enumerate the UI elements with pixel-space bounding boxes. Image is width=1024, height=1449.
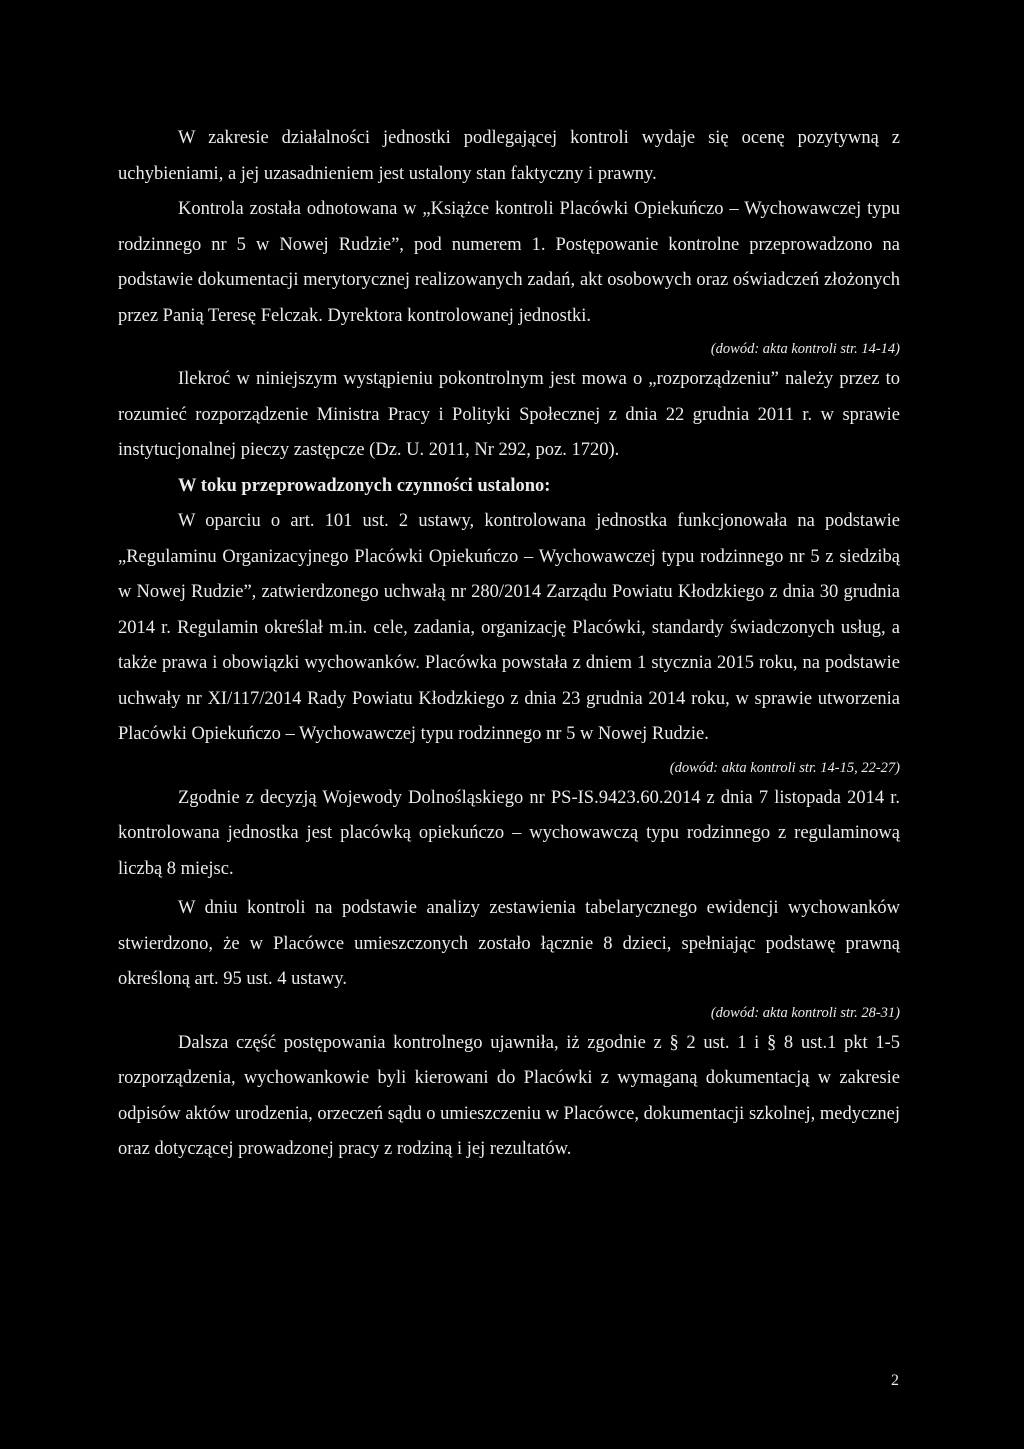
paragraph-control-record: Kontrola została odnotowana w „Książce kontroli Placówki Opiekuńczo – Wychowawczej typu rodzinnego nr 5 w Nowej Rudzie”, pod numerem 1. Postępowanie kontrolne przeprowadzono na podstawie dokumentacji merytorycznej realizowanych zadań, akt osobowych oraz oświadczeń złożonych przez Panią Teresę Felczak. Dyrektora kontrolowanej jednostki. (118, 199, 900, 326)
paragraph-voivode-decision: Zgodnie z decyzją Wojewody Dolnośląskiego nr PS-IS.9423.60.2014 z dnia 7 listopada 2014 r. kontrolowana jednostka jest placówką opiekuńczo – wychowawczą typu rodzinnego z regulaminową liczbą 8 miejsc. (118, 787, 900, 879)
document-page (118, 121, 900, 1168)
paragraph-documentation-findings: Dalsza część postępowania kontrolnego ujawniła, iż zgodnie z § 2 ust. 1 i § 8 ust.1 pkt 1-5 rozporządzenia, wychowankowie byli kierowani do Placówki z wymaganą dokumentacją w zakresie odpisów aktów urodzenia, orzeczeń sądu o umieszczeniu w Placówce, dokumentacji szkolnej, medycznej oraz dotyczącej prowadzonej pracy z rodziną i jej rezultatów. (118, 1032, 900, 1159)
evidence-note-2: (dowód: akta kontroli str. 14-15, 22-27) (669, 759, 900, 776)
paragraph-residents-count: W dniu kontroli na podstawie analizy zestawienia tabelarycznego ewidencji wychowanków stwierdzono, że w Placówce umieszczonych zostało łącznie 8 dzieci, spełniając podstawę prawną określoną art. 95 ust. 4 ustawy. (118, 898, 900, 989)
paragraph-assessment: W zakresie działalności jednostki podlegającej kontroli wydaje się ocenę pozytywną z uchybieniami, a jej uzasadnieniem jest ustalony stan faktyczny i prawny. (118, 128, 900, 184)
page-number: 2 (891, 1372, 899, 1389)
section-heading-findings: W toku przeprowadzonych czynności ustalono: (178, 475, 551, 496)
paragraph-organizational-rules: W oparciu o art. 101 ust. 2 ustawy, kontrolowana jednostka funkcjonowała na podstawie „Regulaminu Organizacyjnego Placówki Opiekuńczo – Wychowawczej typu rodzinnego nr 5 z siedzibą w Nowej Rudzie”, zatwierdzonego uchwałą nr 280/2014 Zarządu Powiatu Kłodzkiego z dnia 30 grudnia 2014 r. Regulamin określał m.in. cele, zadania, organizację Placówki, standardy świadczonych usług, a także prawa i obowiązki wychowanków. Placówka powstała z dniem 1 stycznia 2015 roku, na podstawie uchwały nr XI/117/2014 Rady Powiatu Kłodzkiego z dnia 23 grudnia 2014 roku, w sprawie utworzenia Placówki Opiekuńczo – Wychowawczej typu rodzinnego nr 5 w Nowej Rudzie. (118, 511, 900, 744)
evidence-note-1: (dowód: akta kontroli str. 14-14) (710, 341, 900, 357)
paragraph-regulation-definition: Ilekroć w niniejszym wystąpieniu pokontrolnym jest mowa o „rozporządzeniu” należy przez to rozumieć rozporządzenie Ministra Pracy i Polityki Społecznej z dnia 22 grudnia 2011 r. w sprawie instytucjonalnej pieczy zastępcze (Dz. U. 2011, Nr 292, poz. 1720). (118, 369, 900, 460)
evidence-note-3: (dowód: akta kontroli str. 28-31) (710, 1004, 900, 1021)
